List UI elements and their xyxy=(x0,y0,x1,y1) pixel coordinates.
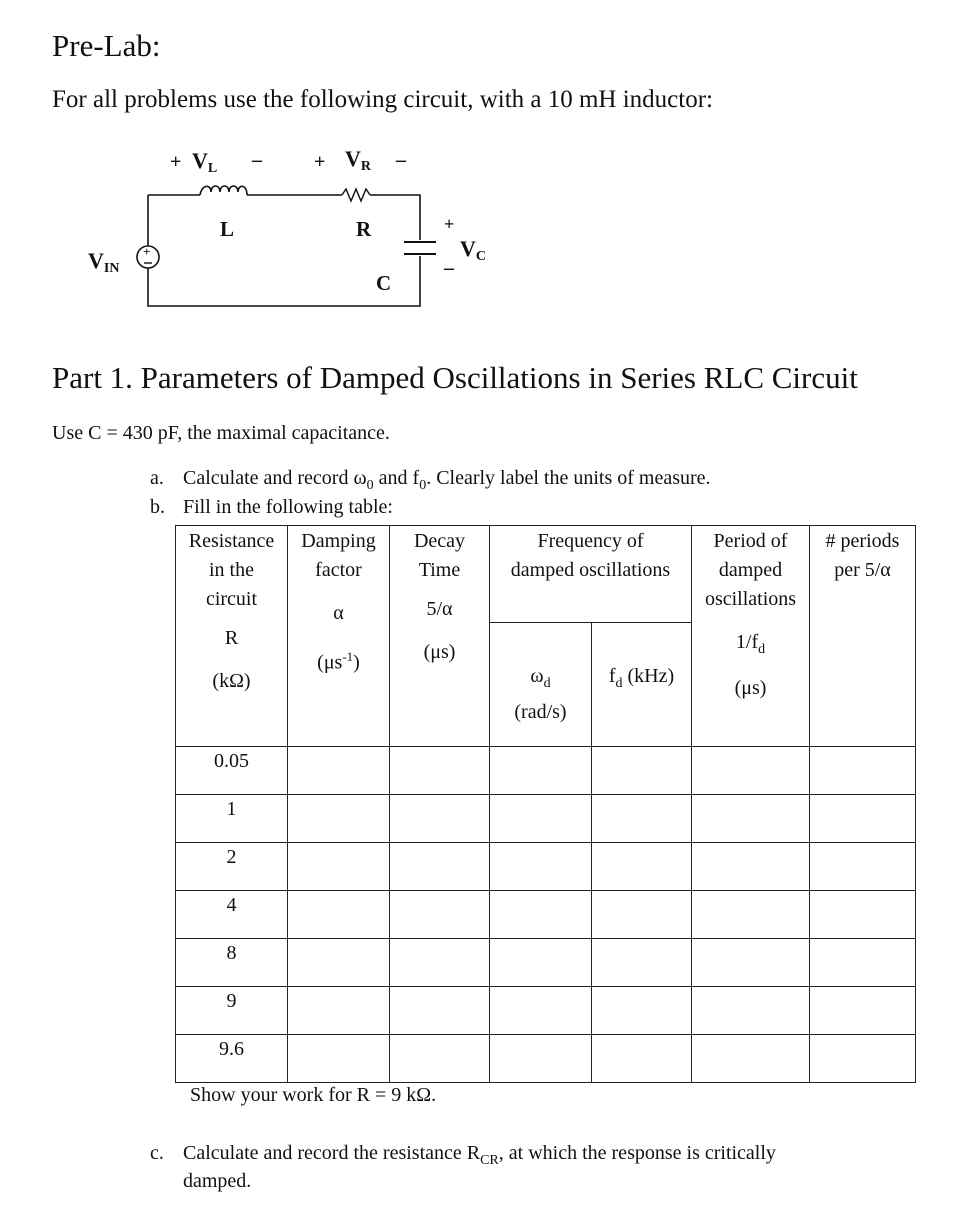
empty-cell[interactable] xyxy=(288,843,390,891)
table-row xyxy=(176,747,916,795)
empty-cell[interactable] xyxy=(490,987,592,1035)
table-row xyxy=(176,891,916,939)
empty-cell[interactable] xyxy=(490,891,592,939)
vl-label xyxy=(192,148,217,176)
period-symbol: $1/f_d$ xyxy=(735,631,766,657)
empty-cell[interactable] xyxy=(592,987,692,1035)
empty-cell[interactable] xyxy=(592,1035,692,1083)
header-decay: Decay Time 5/α (μs) xyxy=(390,526,490,747)
empty-cell[interactable] xyxy=(390,939,490,987)
resistance-value: 9.6 xyxy=(176,1035,288,1083)
resistance-value: 8 xyxy=(176,939,288,987)
table-row xyxy=(176,1035,916,1083)
table-row xyxy=(176,795,916,843)
resistance-value: 9 xyxy=(176,987,288,1035)
item-a-text xyxy=(183,467,711,494)
resistance-value: 2 xyxy=(176,843,288,891)
empty-cell[interactable] xyxy=(390,891,490,939)
r-unit: (kΩ) xyxy=(212,670,251,692)
empty-cell[interactable] xyxy=(288,1035,390,1083)
empty-cell[interactable] xyxy=(288,891,390,939)
item-b-label: b. xyxy=(150,496,165,518)
table-row xyxy=(176,843,916,891)
source-plus: + xyxy=(143,244,151,259)
empty-cell[interactable] xyxy=(288,987,390,1035)
header-periods-count: # periods per 5/α xyxy=(810,526,916,747)
intro-text: For all problems use the following circuit, with a 10 mH inductor: xyxy=(52,86,713,113)
inductor-symbol xyxy=(200,186,247,195)
vl-plus: + xyxy=(170,151,182,173)
alpha-symbol: α xyxy=(333,602,344,624)
vc-letter: V xyxy=(460,236,476,261)
header-resistance: Resistance in the circuit R (kΩ) xyxy=(176,526,288,747)
resistor-symbol xyxy=(342,189,370,201)
vr-minus: – xyxy=(396,149,406,171)
vc-label xyxy=(460,236,486,264)
header-period: Period of damped oscillations $1/f_d$ (μs) xyxy=(692,526,810,747)
item-a-mid: and f xyxy=(373,467,420,489)
vin-label xyxy=(88,248,119,276)
table-row xyxy=(176,987,916,1035)
use-c-text: Use C = 430 pF, the maximal capacitance. xyxy=(52,422,390,444)
empty-cell[interactable] xyxy=(288,939,390,987)
part1-title: Part 1. Parameters of Damped Oscillations in Series RLC Circuit xyxy=(52,360,858,395)
capacitor-label: C xyxy=(376,271,392,295)
page-title: Pre-Lab: xyxy=(52,28,161,63)
vr-label xyxy=(345,146,372,174)
empty-cell[interactable] xyxy=(490,1035,592,1083)
empty-cell[interactable] xyxy=(390,747,490,795)
decay-unit: (μs) xyxy=(423,641,456,663)
empty-cell[interactable] xyxy=(390,843,490,891)
header-frequency: Frequency of damped oscillations xyxy=(490,526,692,623)
empty-cell[interactable] xyxy=(592,747,692,795)
rlc-circuit-diagram xyxy=(80,140,520,310)
empty-cell[interactable] xyxy=(692,987,810,1035)
period-unit: (μs) xyxy=(734,677,767,699)
resistance-value: 4 xyxy=(176,891,288,939)
resistance-value: 0.05 xyxy=(176,747,288,795)
vr-plus: + xyxy=(314,151,326,173)
item-a-post: . Clearly label the units of measure. xyxy=(426,467,711,489)
wire-top-right xyxy=(370,195,420,240)
vr-letter: V xyxy=(345,146,361,171)
r-symbol: R xyxy=(224,627,239,649)
vc-sub: C xyxy=(475,249,487,264)
header-damping: Damping factor α $(\mu s^{-1})$ xyxy=(288,526,390,747)
item-c-sub: CR xyxy=(480,1153,499,1168)
empty-cell[interactable] xyxy=(390,1035,490,1083)
item-c-line2: damped. xyxy=(183,1170,252,1192)
item-a-sub0: 0 xyxy=(366,478,374,493)
empty-cell[interactable] xyxy=(592,795,692,843)
item-b-text: Fill in the following table: xyxy=(183,496,393,518)
empty-cell[interactable] xyxy=(692,1035,810,1083)
empty-cell[interactable] xyxy=(490,795,592,843)
vc-plus: + xyxy=(444,214,455,234)
empty-cell[interactable] xyxy=(810,795,916,843)
empty-cell[interactable] xyxy=(390,987,490,1035)
vl-sub: L xyxy=(207,161,218,176)
empty-cell[interactable] xyxy=(810,939,916,987)
item-c-pre: Calculate and record the resistance R xyxy=(183,1142,481,1164)
vr-sub: R xyxy=(360,159,372,174)
empty-cell[interactable] xyxy=(692,795,810,843)
parameters-table xyxy=(175,525,916,1083)
empty-cell[interactable] xyxy=(692,891,810,939)
empty-cell[interactable] xyxy=(490,939,592,987)
header-fd: $f_d$ (kHz) xyxy=(592,623,692,747)
empty-cell[interactable] xyxy=(810,891,916,939)
empty-cell[interactable] xyxy=(810,747,916,795)
header-wd: $\omega_d$ (rad/s) xyxy=(490,623,592,747)
empty-cell[interactable] xyxy=(692,843,810,891)
resistor-label: R xyxy=(356,217,372,241)
empty-cell[interactable] xyxy=(592,843,692,891)
resistance-value: 1 xyxy=(176,795,288,843)
vc-minus: – xyxy=(444,257,454,279)
vl-letter: V xyxy=(192,148,208,173)
inductor-label: L xyxy=(220,217,235,241)
empty-cell[interactable] xyxy=(592,939,692,987)
empty-cell[interactable] xyxy=(288,795,390,843)
item-c-post: , at which the response is critically xyxy=(498,1142,776,1164)
item-c-label: c. xyxy=(150,1142,164,1164)
empty-cell[interactable] xyxy=(490,747,592,795)
item-c-text xyxy=(183,1142,776,1169)
empty-cell[interactable] xyxy=(810,843,916,891)
empty-cell[interactable] xyxy=(692,747,810,795)
empty-cell[interactable] xyxy=(810,1035,916,1083)
empty-cell[interactable] xyxy=(288,747,390,795)
item-a-sub1: 0 xyxy=(419,478,427,493)
alpha-unit: $(\mu s^{-1})$ xyxy=(317,649,360,674)
table-row xyxy=(176,939,916,987)
decay-symbol: 5/α xyxy=(426,598,453,620)
show-work-text: Show your work for R = 9 kΩ. xyxy=(190,1084,437,1106)
empty-cell[interactable] xyxy=(592,891,692,939)
empty-cell[interactable] xyxy=(810,987,916,1035)
vin-sub: IN xyxy=(103,261,120,276)
item-a-label: a. xyxy=(150,467,164,489)
vl-minus: – xyxy=(252,149,262,171)
item-a-pre: Calculate and record ω xyxy=(183,467,367,489)
empty-cell[interactable] xyxy=(692,939,810,987)
empty-cell[interactable] xyxy=(390,795,490,843)
empty-cell[interactable] xyxy=(490,843,592,891)
vin-letter: V xyxy=(88,248,104,273)
